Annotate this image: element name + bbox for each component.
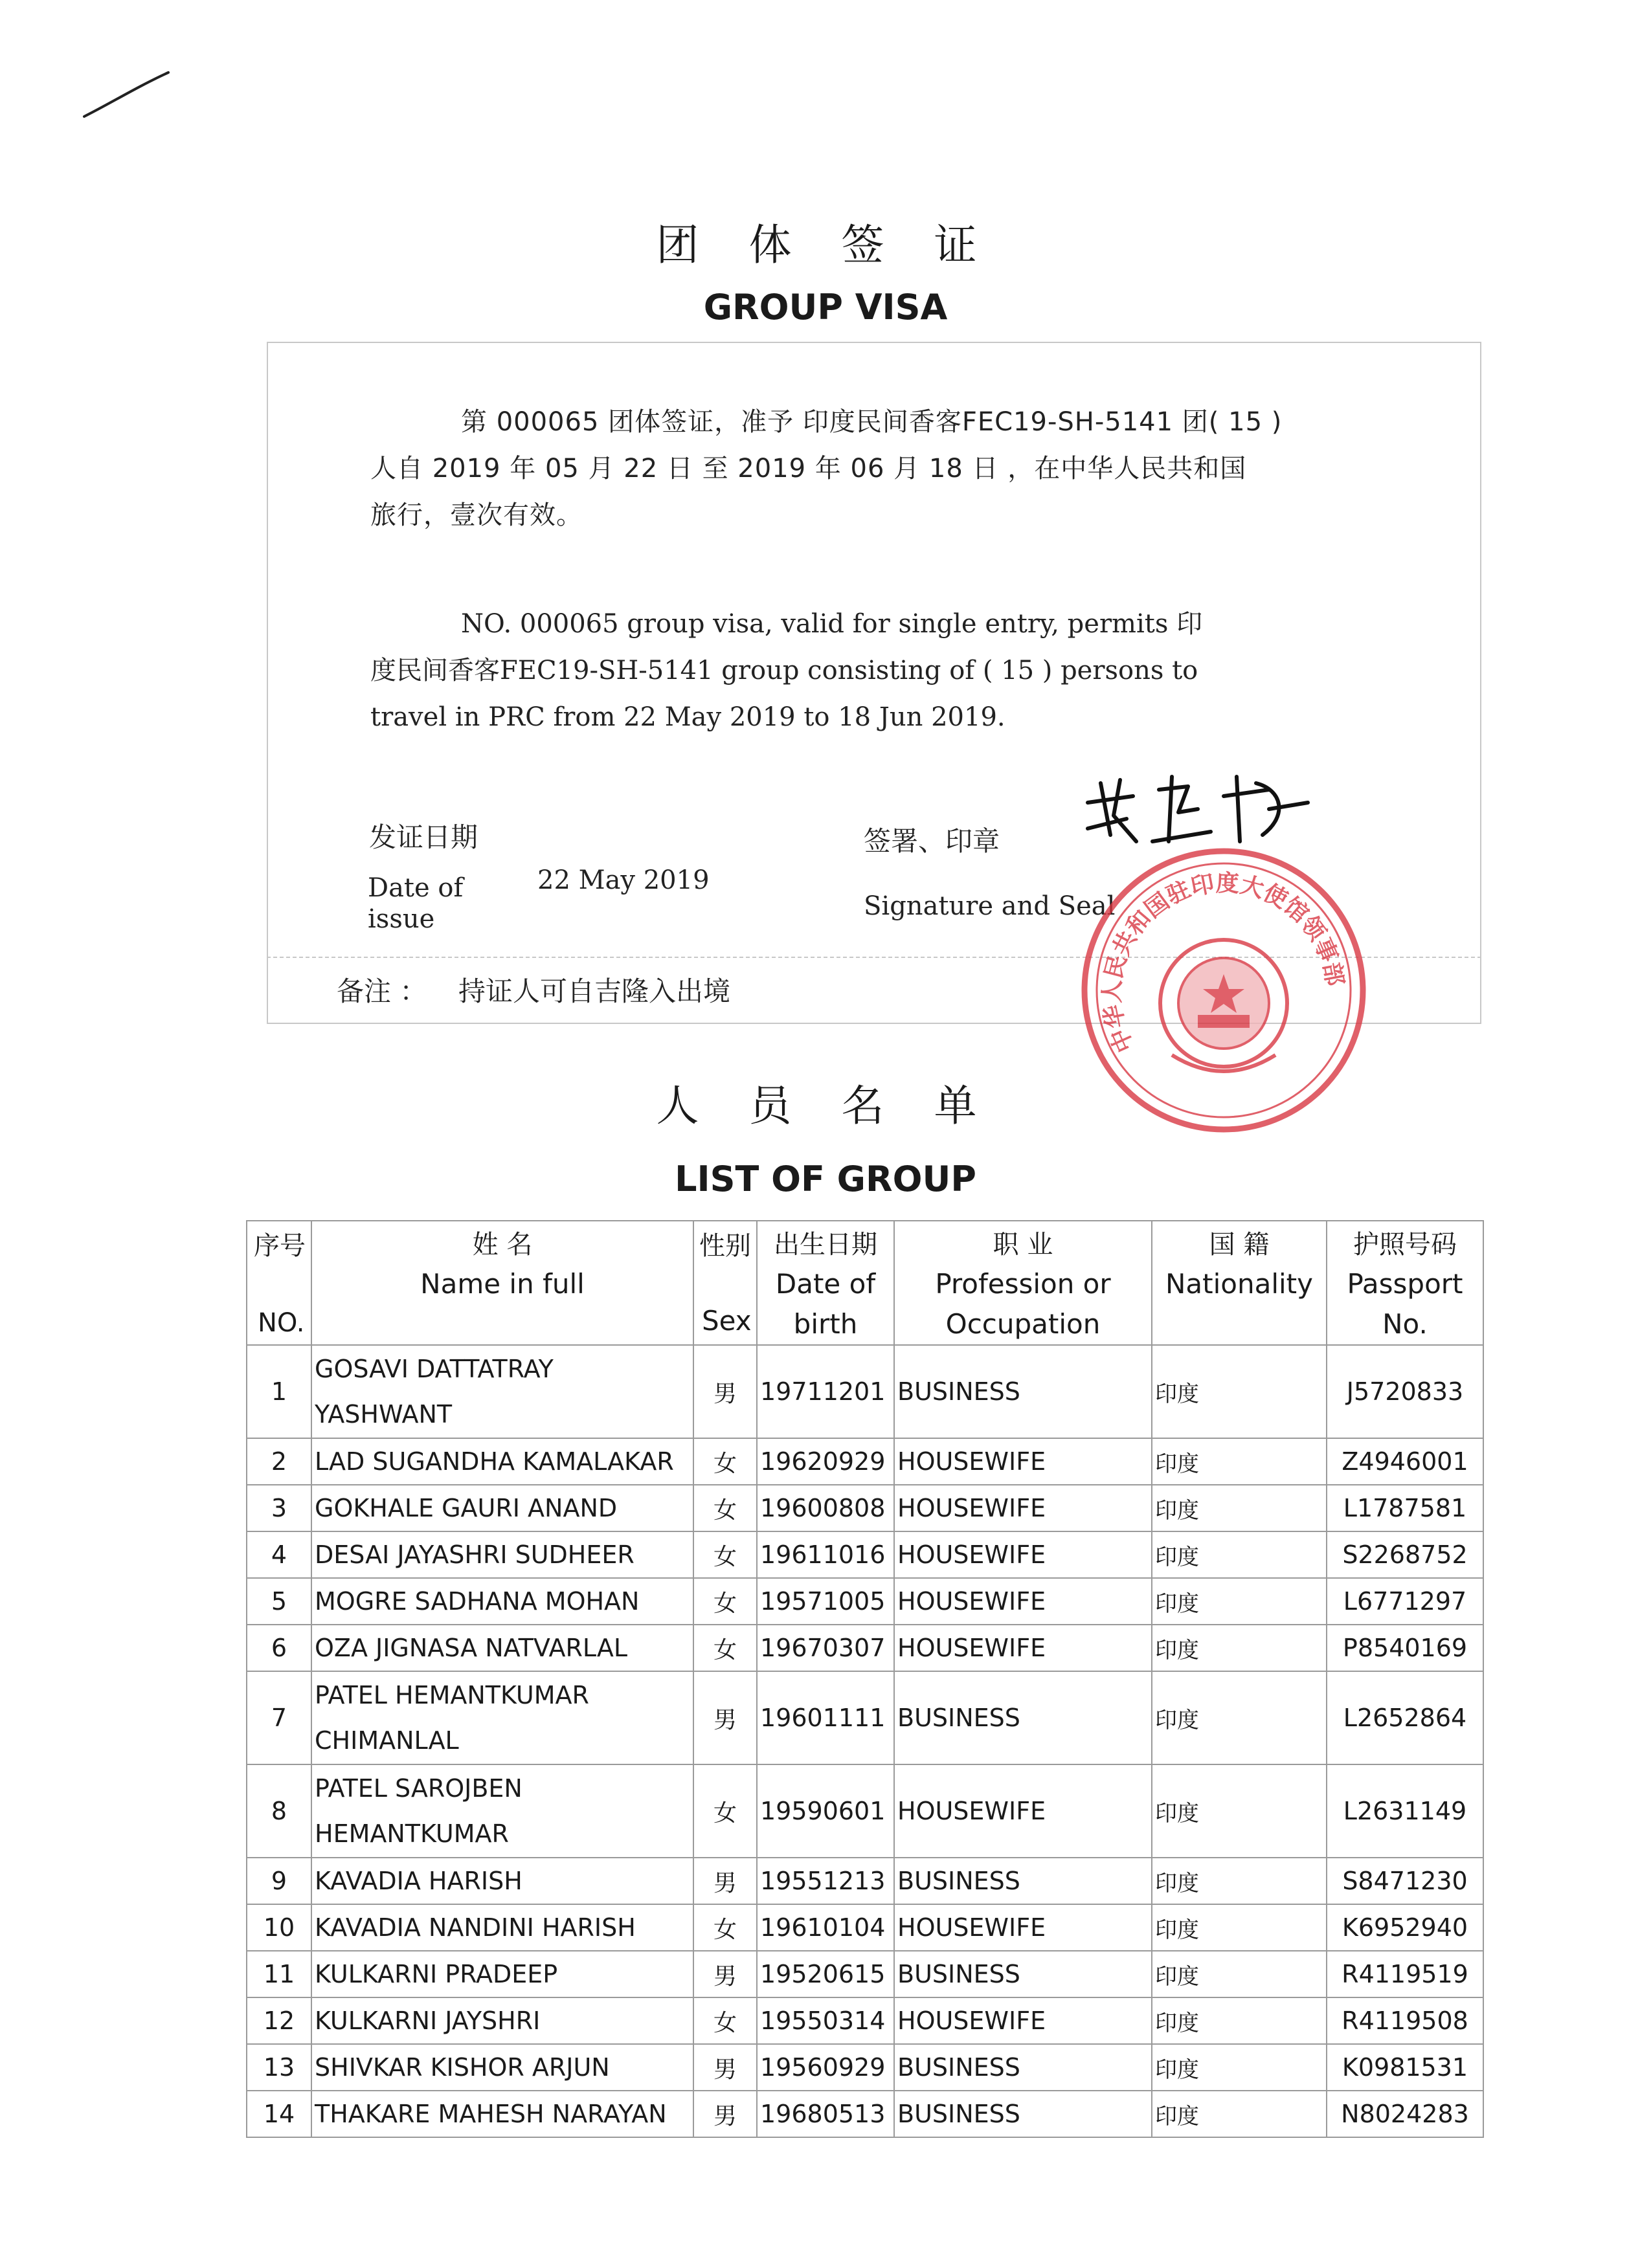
cell-no: 2	[247, 1438, 311, 1485]
visa-title-en: GROUP VISA	[703, 287, 948, 328]
cell-sex: 女	[693, 1438, 757, 1485]
header-dob: 出生日期 Date of birth	[757, 1221, 894, 1345]
cell-name: KULKARNI JAYSHRI	[311, 1997, 693, 2044]
issue-date-label-cn: 发证日期	[369, 821, 478, 853]
cell-nationality: 印度	[1152, 1764, 1327, 1858]
cell-profession: HOUSEWIFE	[894, 1531, 1152, 1578]
cell-dob: 19520615	[757, 1951, 894, 1997]
cell-name: PATEL SAROJBEN HEMANTKUMAR	[311, 1764, 693, 1858]
visa-title-cn: 团 体 签 证	[656, 220, 995, 270]
cell-name: PATEL HEMANTKUMAR CHIMANLAL	[311, 1671, 693, 1764]
cell-passport: S2268752	[1327, 1531, 1483, 1578]
cell-nationality: 印度	[1152, 1578, 1327, 1625]
cell-name: OZA JIGNASA NATVARLAL	[311, 1625, 693, 1671]
cell-sex: 女	[693, 1578, 757, 1625]
cell-no: 7	[247, 1671, 311, 1764]
cell-nationality: 印度	[1152, 1438, 1327, 1485]
cell-dob: 19600808	[757, 1485, 894, 1531]
issue-date-value: 22 May 2019	[537, 865, 710, 895]
cell-dob: 19571005	[757, 1578, 894, 1625]
cell-passport: L6771297	[1327, 1578, 1483, 1625]
visa-cn-line: 第 000065 团体签证，准予 印度民间香客FEC19-SH-5141 团( 15 )	[461, 407, 1283, 437]
cell-dob: 19550314	[757, 1997, 894, 2044]
issue-date-label-en-1: Date of	[368, 873, 464, 903]
table-header-row	[247, 1221, 1483, 1345]
cell-sex: 男	[693, 1345, 757, 1438]
cell-name: THAKARE MAHESH NARAYAN	[311, 2091, 693, 2137]
header-passport: 护照号码 Passport No.	[1327, 1221, 1483, 1345]
cell-name: GOKHALE GAURI ANAND	[311, 1485, 693, 1531]
visa-en-line: 度民间香客FEC19-SH-5141 group consisting of ( 15 ) persons to	[370, 656, 1198, 685]
header-profession: 职 业 Profession or Occupation	[894, 1221, 1152, 1345]
cell-name: LAD SUGANDHA KAMALAKAR	[311, 1438, 693, 1485]
cell-nationality: 印度	[1152, 1345, 1327, 1438]
visa-en-line: NO. 000065 group visa, valid for single entry, permits 印	[461, 609, 1203, 639]
table-row	[247, 1904, 1483, 1951]
table-row	[247, 1578, 1483, 1625]
visa-cn-line: 旅行，壹次有效。	[370, 500, 583, 530]
cell-dob: 19560929	[757, 2044, 894, 2091]
cell-no: 5	[247, 1578, 311, 1625]
cell-no: 8	[247, 1764, 311, 1858]
signature-label-cn: 签署、印章	[864, 825, 1000, 857]
cell-sex: 男	[693, 1671, 757, 1764]
cell-passport: S8471230	[1327, 1858, 1483, 1904]
cell-passport: J5720833	[1327, 1345, 1483, 1438]
cell-passport: L2652864	[1327, 1671, 1483, 1764]
cell-dob: 19610104	[757, 1904, 894, 1951]
visa-cn-line: 人自 2019 年 05 月 22 日 至 2019 年 06 月 18 日 ，在中华人民共和国	[370, 454, 1247, 484]
table-row	[247, 1438, 1483, 1485]
cell-sex: 男	[693, 2044, 757, 2091]
visa-text-cn	[370, 399, 1387, 539]
cell-profession: BUSINESS	[894, 1345, 1152, 1438]
cell-dob: 19551213	[757, 1858, 894, 1904]
cell-name: KAVADIA HARISH	[311, 1858, 693, 1904]
header-no: 序号 NO.	[247, 1221, 311, 1345]
cell-passport: L2631149	[1327, 1764, 1483, 1858]
cell-passport: K6952940	[1327, 1904, 1483, 1951]
cell-profession: BUSINESS	[894, 1671, 1152, 1764]
cell-passport: K0981531	[1327, 2044, 1483, 2091]
cell-profession: HOUSEWIFE	[894, 1578, 1152, 1625]
cell-nationality: 印度	[1152, 1997, 1327, 2044]
cell-no: 4	[247, 1531, 311, 1578]
cell-dob: 19680513	[757, 2091, 894, 2137]
cell-profession: HOUSEWIFE	[894, 1625, 1152, 1671]
cell-name: DESAI JAYASHRI SUDHEER	[311, 1531, 693, 1578]
cell-sex: 男	[693, 1951, 757, 1997]
cell-dob: 19590601	[757, 1764, 894, 1858]
table-row	[247, 1951, 1483, 1997]
header-name: 姓 名 Name in full	[311, 1221, 693, 1345]
cell-nationality: 印度	[1152, 1671, 1327, 1764]
issue-date-label-en-2: issue	[368, 904, 435, 934]
cell-no: 14	[247, 2091, 311, 2137]
header-sex: 性别 Sex	[693, 1221, 757, 1345]
cell-profession: HOUSEWIFE	[894, 1997, 1152, 2044]
cell-dob: 19601111	[757, 1671, 894, 1764]
pen-mark	[78, 65, 175, 129]
table-row	[247, 1858, 1483, 1904]
cell-profession: HOUSEWIFE	[894, 1485, 1152, 1531]
cell-profession: BUSINESS	[894, 2091, 1152, 2137]
cell-no: 6	[247, 1625, 311, 1671]
group-member-table	[246, 1220, 1484, 2138]
cell-nationality: 印度	[1152, 2091, 1327, 2137]
table-row	[247, 1625, 1483, 1671]
table-row	[247, 2044, 1483, 2091]
note-label: 备注 ：	[337, 975, 427, 1007]
table-row	[247, 1671, 1483, 1764]
cell-passport: R4119508	[1327, 1997, 1483, 2044]
cell-nationality: 印度	[1152, 1858, 1327, 1904]
cell-profession: HOUSEWIFE	[894, 1438, 1152, 1485]
cell-nationality: 印度	[1152, 1951, 1327, 1997]
table-row	[247, 2091, 1483, 2137]
cell-profession: BUSINESS	[894, 2044, 1152, 2091]
cell-dob: 19611016	[757, 1531, 894, 1578]
cell-sex: 男	[693, 1858, 757, 1904]
cell-name: MOGRE SADHANA MOHAN	[311, 1578, 693, 1625]
cell-no: 13	[247, 2044, 311, 2091]
cell-no: 10	[247, 1904, 311, 1951]
cell-name: KAVADIA NANDINI HARISH	[311, 1904, 693, 1951]
cell-profession: HOUSEWIFE	[894, 1764, 1152, 1858]
table-row	[247, 1345, 1483, 1438]
cell-sex: 女	[693, 1531, 757, 1578]
header-nationality: 国 籍 Nationality	[1152, 1221, 1327, 1345]
cell-sex: 女	[693, 1485, 757, 1531]
cell-no: 1	[247, 1345, 311, 1438]
cell-sex: 女	[693, 1997, 757, 2044]
cell-nationality: 印度	[1152, 1531, 1327, 1578]
cell-name: SHIVKAR KISHOR ARJUN	[311, 2044, 693, 2091]
cell-passport: L1787581	[1327, 1485, 1483, 1531]
cell-passport: Z4946001	[1327, 1438, 1483, 1485]
cell-dob: 19620929	[757, 1438, 894, 1485]
cell-name: GOSAVI DATTATRAY YASHWANT	[311, 1345, 693, 1438]
cell-no: 12	[247, 1997, 311, 2044]
cell-nationality: 印度	[1152, 1485, 1327, 1531]
cell-nationality: 印度	[1152, 2044, 1327, 2091]
visa-text-en	[370, 601, 1380, 740]
cell-passport: P8540169	[1327, 1625, 1483, 1671]
visa-en-line: travel in PRC from 22 May 2019 to 18 Jun 2019.	[370, 702, 1005, 732]
cell-passport: R4119519	[1327, 1951, 1483, 1997]
cell-no: 11	[247, 1951, 311, 1997]
cell-sex: 男	[693, 2091, 757, 2137]
cell-nationality: 印度	[1152, 1904, 1327, 1951]
signature-label-en: Signature and Seal	[864, 891, 1116, 921]
cell-sex: 女	[693, 1764, 757, 1858]
table-row	[247, 1997, 1483, 2044]
cell-nationality: 印度	[1152, 1625, 1327, 1671]
cell-dob: 19711201	[757, 1345, 894, 1438]
cell-name: KULKARNI PRADEEP	[311, 1951, 693, 1997]
note-text: 持证人可自吉隆入出境	[458, 975, 731, 1007]
cell-profession: BUSINESS	[894, 1951, 1152, 1997]
list-title-cn: 人 员 名 单	[656, 1081, 995, 1131]
cell-passport: N8024283	[1327, 2091, 1483, 2137]
cell-dob: 19670307	[757, 1625, 894, 1671]
cell-no: 3	[247, 1485, 311, 1531]
cell-sex: 女	[693, 1625, 757, 1671]
cell-sex: 女	[693, 1904, 757, 1951]
cell-no: 9	[247, 1858, 311, 1904]
table-row	[247, 1531, 1483, 1578]
cell-profession: BUSINESS	[894, 1858, 1152, 1904]
table-row	[247, 1485, 1483, 1531]
list-title-en: LIST OF GROUP	[675, 1159, 976, 1199]
cell-profession: HOUSEWIFE	[894, 1904, 1152, 1951]
seal-text: 中华人民共和国驻印度大使馆领事部	[1099, 870, 1349, 1056]
table-row	[247, 1764, 1483, 1858]
